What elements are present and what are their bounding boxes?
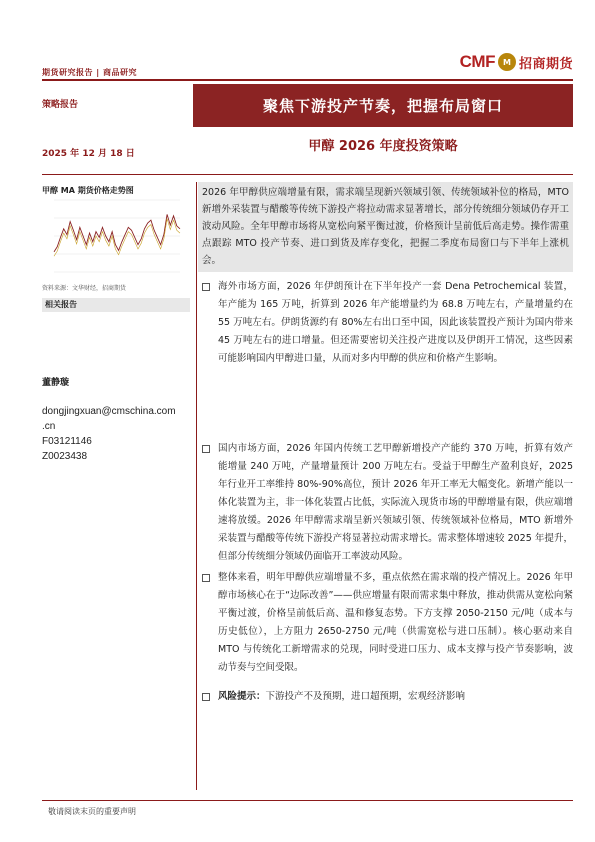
- report-type-label: 策略报告: [42, 100, 79, 110]
- risk-label: 风险提示：: [218, 691, 266, 702]
- logo-cmf-text: CMF: [459, 52, 495, 71]
- report-subtitle: 甲醇 2026 年度投资策略: [308, 139, 458, 154]
- paragraph-text: 国内市场方面，2026 年国内传统工艺甲醇新增投产产能约 370 万吨，折算有效产能增量 240 万吨，产量增量预计 200 万吨左右。受益于甲醇生产盈利良好，2025 年行业开工率维持 80%-90%高位，预计 2026 年开工率无大幅变化。新增产能以一体化装置为主，非一体化装置占比低，实际流入现货市场的甲醇增量有限，供应端增速将放缓。2026 年甲醇需求端呈新兴领域引领、传统领域补位格局，MTO 新增外采装置与醋酸等传统下游投产将显著拉动需求增长。需求整体增速较 2025 年提升，但部分传统细分领域仍面临开工率波动风险。: [218, 443, 573, 562]
- price-series-line-secondary: [54, 219, 180, 256]
- bullet-square-icon: [202, 693, 210, 701]
- paragraph-text: 整体来看，明年甲醇供应端增量不多，重点依然在需求端的投产情况上。2026 年甲醇市场核心在于“边际改善”——供应增量有限而需求集中释放，推动供需从宽松向紧平衡过渡，价格呈前低后高、温和修复态势。下方支撑 2050-2150 元/吨（成本与历史低位），上方阻力 2650-2750 元/吨（供需宽松与进口压制）。核心驱动来自 MTO 与传统化工新增需求的兑现，同时受进口压力、成本支撑与投产节奏影响，波动节奏与空间受限。: [218, 572, 573, 673]
- analyst-cert-f: F03121146: [42, 436, 92, 447]
- price-chart: [42, 196, 190, 280]
- analyst-email: dongjingxuan@cmschina.com: [42, 406, 176, 417]
- analyst-contact: [42, 404, 176, 464]
- report-date: 2025 年 12 月 18 日: [42, 149, 135, 159]
- company-logo: [460, 50, 573, 74]
- chart-source: 资料来源：文华财经，招商期货: [42, 285, 127, 292]
- summary-box: 2026 年甲醇供应端增量有限，需求端呈现新兴领域引领、传统领域补位的格局，MTO 新增外采装置与醋酸等传统下游投产将拉动需求显著增长，部分传统细分领域仍存开工波动风险。全年甲醇市场将从宽松向紧平衡过渡，价格预计呈前低后高走势。操作需重点跟踪 MTO 投产节奏、进口到货及库存变化，把握二季度布局窗口与下半年上涨机会。: [198, 182, 573, 272]
- analyst-cert-z: Z0023438: [42, 451, 88, 462]
- analyst-email-cont: .cn: [42, 421, 56, 432]
- column-divider: [196, 182, 197, 790]
- title-separator: [42, 174, 573, 175]
- paragraph-overseas: [202, 278, 573, 368]
- report-category: 期货研究报告 | 商品研究: [42, 68, 137, 77]
- report-title: 聚焦下游投产节奏，把握布局窗口: [262, 97, 503, 115]
- logo-cn-text: 招商期货: [518, 56, 573, 72]
- bullet-square-icon: [202, 283, 210, 291]
- risk-text: 下游投产不及预期，进口超预期，宏观经济影响: [265, 691, 466, 702]
- header-rule: [42, 79, 573, 81]
- chart-title: 甲醇 MA 期货价格走势图: [42, 186, 134, 195]
- paragraph-domestic: [202, 440, 573, 566]
- related-reports-header: 相关报告: [42, 298, 190, 312]
- bullet-square-icon: [202, 445, 210, 453]
- footer-rule: [42, 800, 573, 801]
- paragraph-text: 海外市场方面，2026 年伊朗预计在下半年投产一套 Dena Petrochemical 装置，年产能为 165 万吨，折算到 2026 年产能增量约为 68.8 万吨左右，产量增量约在 55 万吨左右。伊朗货源约有 80%左右出口至中国，因此该装置投产预计为国内带来 45 万吨左右的进口增量。但还需要密切关注投产进度以及伊朗开工情况，这些因素可能影响国内甲醇进口量，从而对多内甲醇的供应和价格产生影响。: [218, 281, 573, 364]
- chart-grid: [54, 200, 180, 272]
- paragraph-overall: [202, 569, 573, 677]
- bullet-square-icon: [202, 574, 210, 582]
- analyst-name: 董静璇: [42, 378, 70, 388]
- risk-warning: [202, 688, 573, 706]
- footer-disclaimer: 敬请阅读末页的重要声明: [48, 807, 136, 816]
- logo-mark-icon: M: [498, 53, 516, 71]
- report-title-banner: [193, 84, 573, 127]
